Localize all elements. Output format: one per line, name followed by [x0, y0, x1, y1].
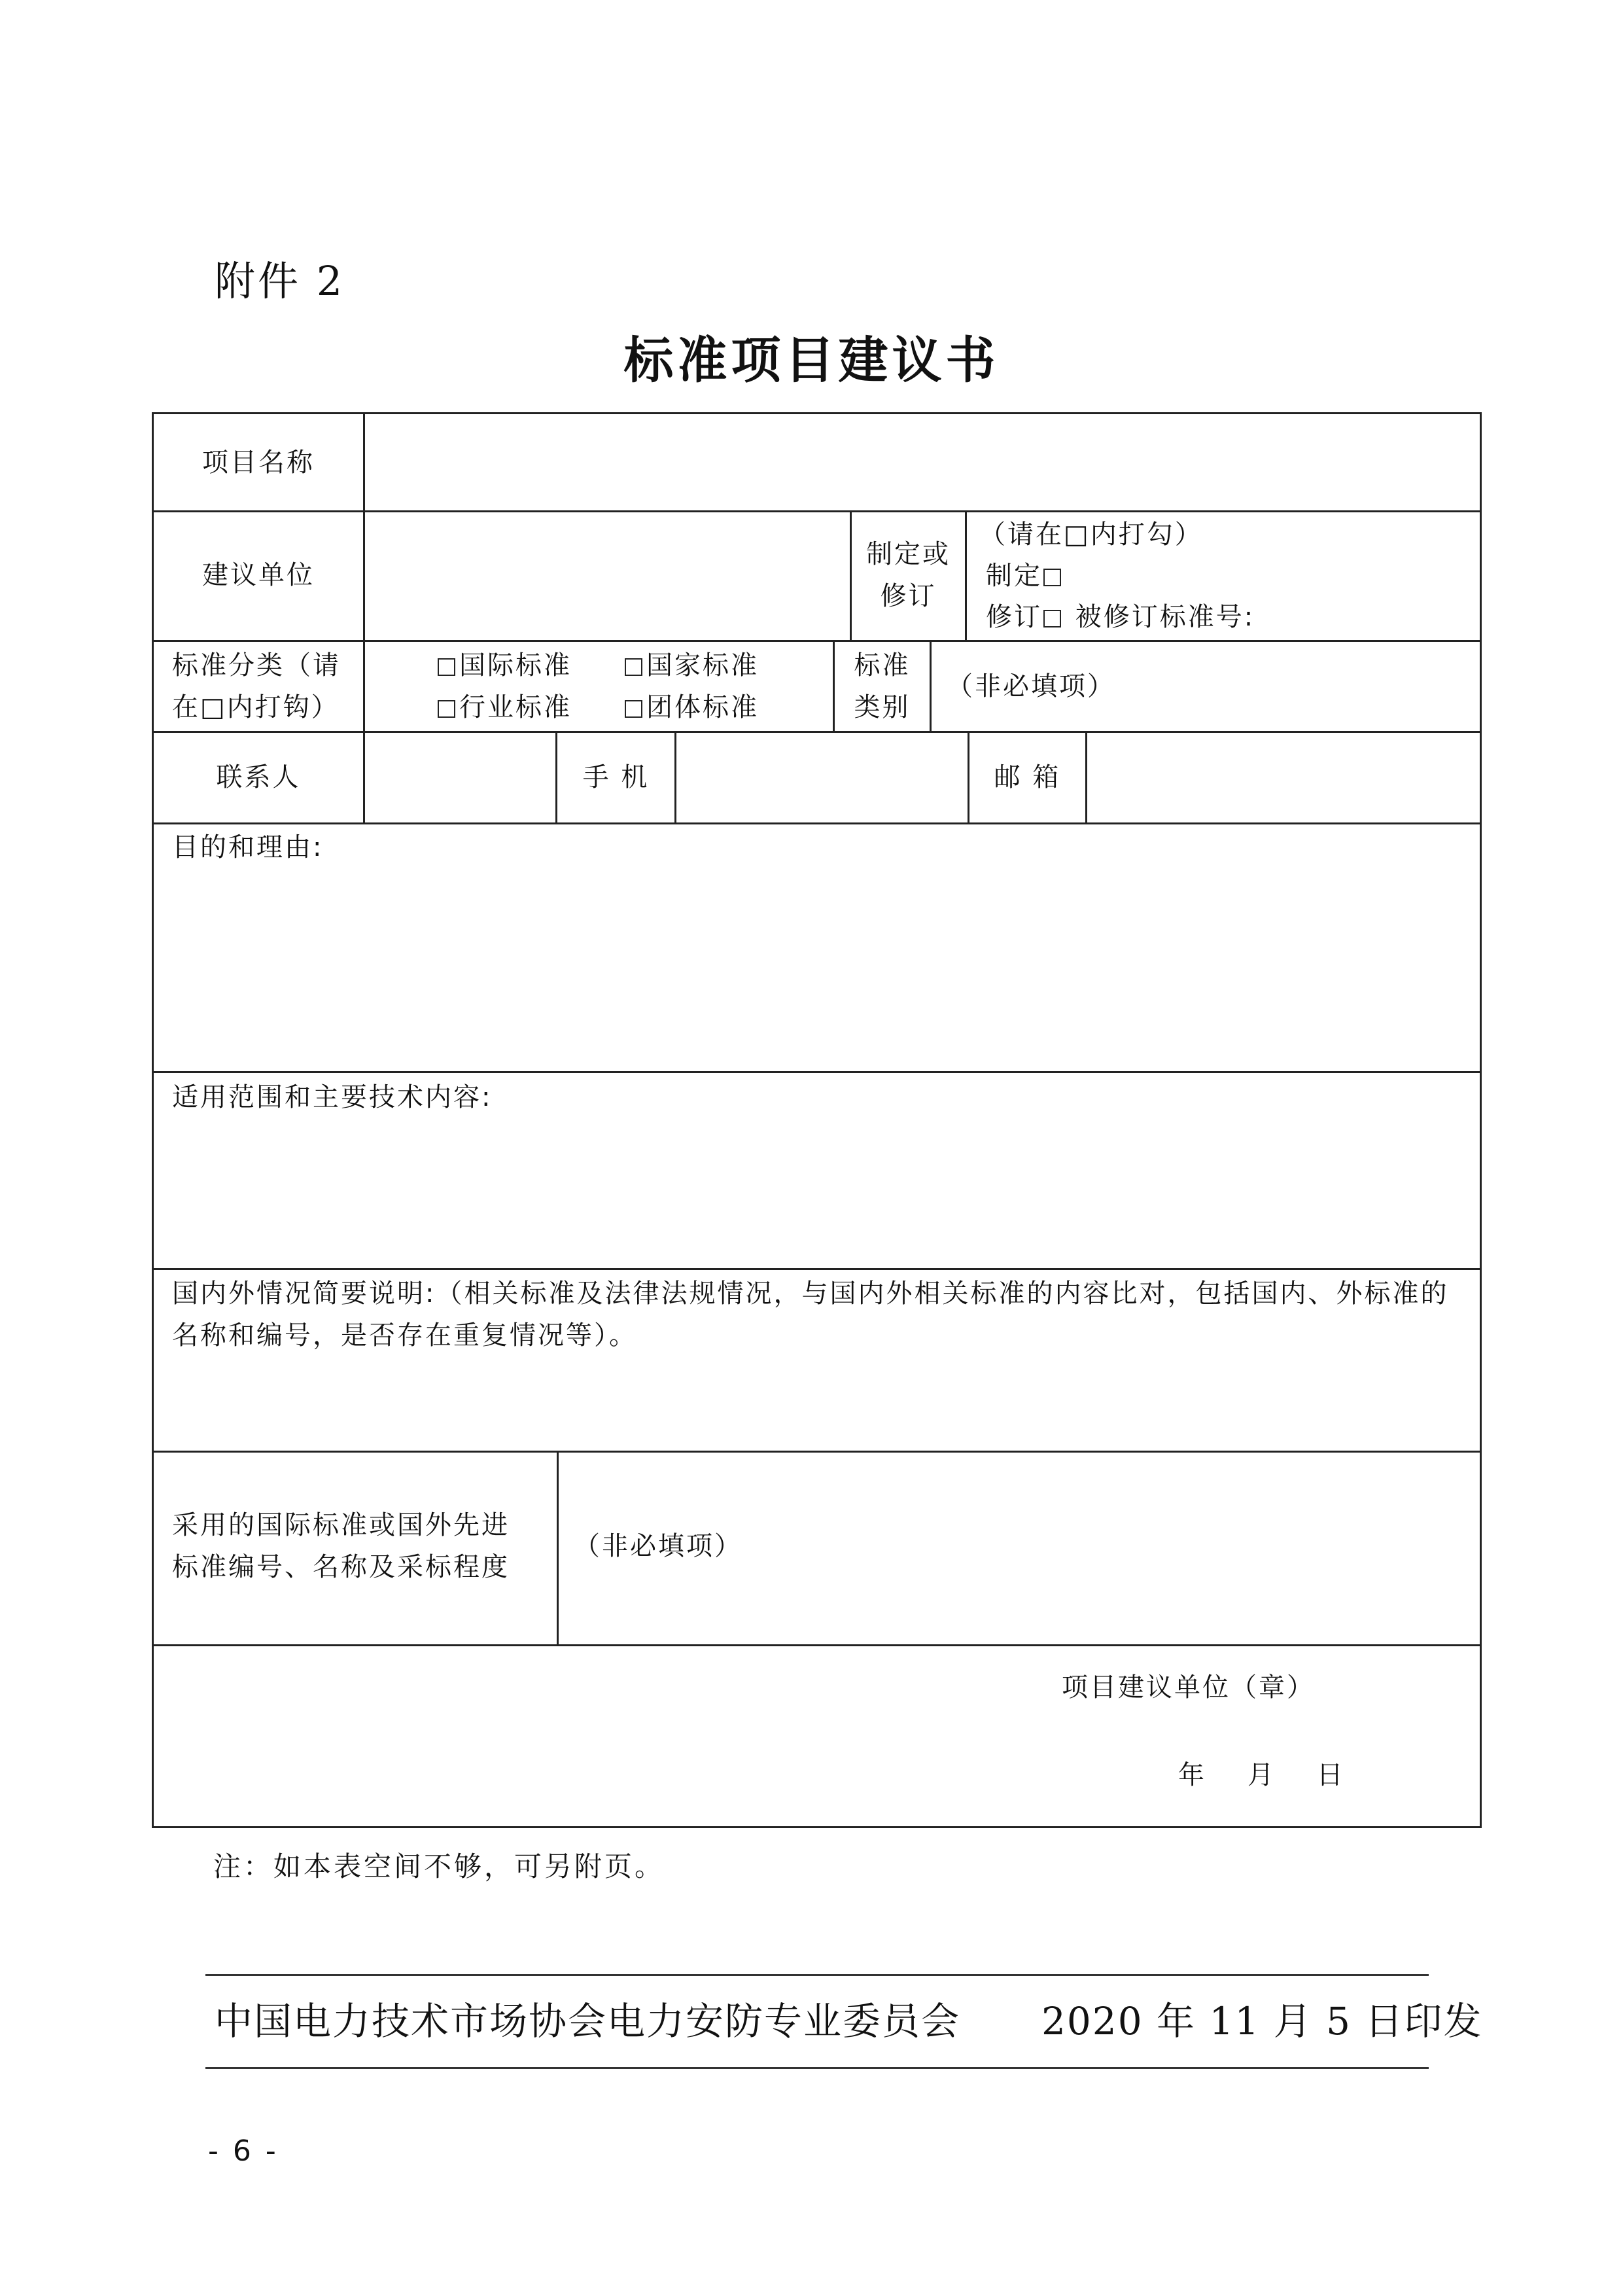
- category-national-label: 国家标准: [646, 650, 759, 680]
- option-make-label: 制定: [986, 561, 1042, 591]
- column-divider: [965, 511, 967, 640]
- page-number: - 6 -: [208, 2134, 279, 2168]
- category-international: [436, 643, 572, 688]
- category-national: [623, 643, 759, 688]
- email-label: 邮 箱: [994, 762, 1061, 792]
- date-label: 年 月 日: [1178, 1760, 1345, 1790]
- category-label: 标准分类（请: [172, 650, 341, 680]
- category-group-label: 团体标准: [646, 692, 759, 722]
- seal-label: 项目建议单位（章）: [1062, 1672, 1315, 1703]
- make-checkbox[interactable]: [1043, 569, 1061, 586]
- make-or-revise-label: 修订: [880, 581, 937, 611]
- standard-type-label: 类别: [854, 692, 911, 722]
- row-divider: [154, 1071, 1480, 1073]
- group-checkbox[interactable]: [625, 700, 642, 718]
- row-divider: [154, 1451, 1480, 1453]
- category-industry: [436, 685, 572, 730]
- category-label: 在□内打钩）: [172, 692, 340, 722]
- standard-type-optional-note: （非必填项）: [947, 671, 1115, 701]
- purpose-field[interactable]: [156, 872, 1480, 1071]
- mobile-label: 手 机: [582, 762, 650, 792]
- mobile-field[interactable]: [676, 733, 968, 822]
- category-industry-label: 行业标准: [459, 692, 572, 722]
- domestic-foreign-label: 国内外情况简要说明:（相关标准及法律法规情况，与国内外相关标准的内容比对，包括国内、外标准的: [172, 1279, 1449, 1309]
- row-divider: [154, 822, 1480, 824]
- row-divider: [154, 1268, 1480, 1270]
- issuing-organization: 中国电力技术市场协会电力安防专业委员会: [215, 1999, 961, 2043]
- tick-hint: （请在□内打勾）: [979, 520, 1203, 550]
- footer-top-rule: [205, 1974, 1429, 1976]
- revised-standard-number-label: 被修订标准号:: [1075, 602, 1255, 632]
- footer-bottom-rule: [205, 2067, 1429, 2069]
- adopted-standard-label: 采用的国际标准或国外先进: [172, 1510, 510, 1540]
- project-name-label: 项目名称: [202, 448, 315, 478]
- proposer-field[interactable]: [365, 512, 850, 640]
- issue-date: 2020 年 11 月 5 日印发: [1041, 1999, 1483, 2043]
- row-divider: [154, 1644, 1480, 1646]
- make-or-revise-label: 制定或: [866, 539, 951, 569]
- option-make: [986, 554, 1065, 598]
- domestic-foreign-field[interactable]: [156, 1360, 1480, 1451]
- national-checkbox[interactable]: [625, 658, 642, 676]
- industry-checkbox[interactable]: [438, 700, 455, 718]
- footnote: 注：如本表空间不够，可另附页。: [213, 1850, 665, 1882]
- option-revise-label: 修订: [986, 602, 1042, 632]
- standard-type-label: 标准: [854, 650, 911, 680]
- revise-checkbox[interactable]: [1043, 610, 1061, 627]
- category-group: [623, 685, 759, 730]
- standard-type-field[interactable]: [932, 642, 1480, 731]
- contact-label: 联系人: [216, 762, 301, 792]
- option-revise: [986, 595, 1255, 639]
- proposer-label: 建议单位: [202, 560, 315, 590]
- domestic-foreign-label: 名称和编号，是否存在重复情况等）。: [172, 1320, 637, 1351]
- contact-field[interactable]: [365, 733, 555, 822]
- adopted-standard-field[interactable]: [559, 1453, 1480, 1644]
- proposal-form: [152, 412, 1482, 1828]
- document-title: 标准项目建议书: [623, 331, 1000, 389]
- annex-label: 附件 2: [215, 257, 345, 305]
- purpose-label: 目的和理由:: [172, 832, 324, 862]
- scope-field[interactable]: [156, 1121, 1480, 1268]
- project-name-field[interactable]: [365, 414, 1480, 510]
- email-field[interactable]: [1087, 733, 1480, 822]
- adopted-standard-label: 标准编号、名称及采标程度: [172, 1552, 510, 1582]
- international-checkbox[interactable]: [438, 658, 455, 676]
- category-international-label: 国际标准: [459, 650, 572, 680]
- adopted-optional-note: （非必填项）: [574, 1531, 742, 1561]
- scope-label: 适用范围和主要技术内容:: [172, 1082, 493, 1112]
